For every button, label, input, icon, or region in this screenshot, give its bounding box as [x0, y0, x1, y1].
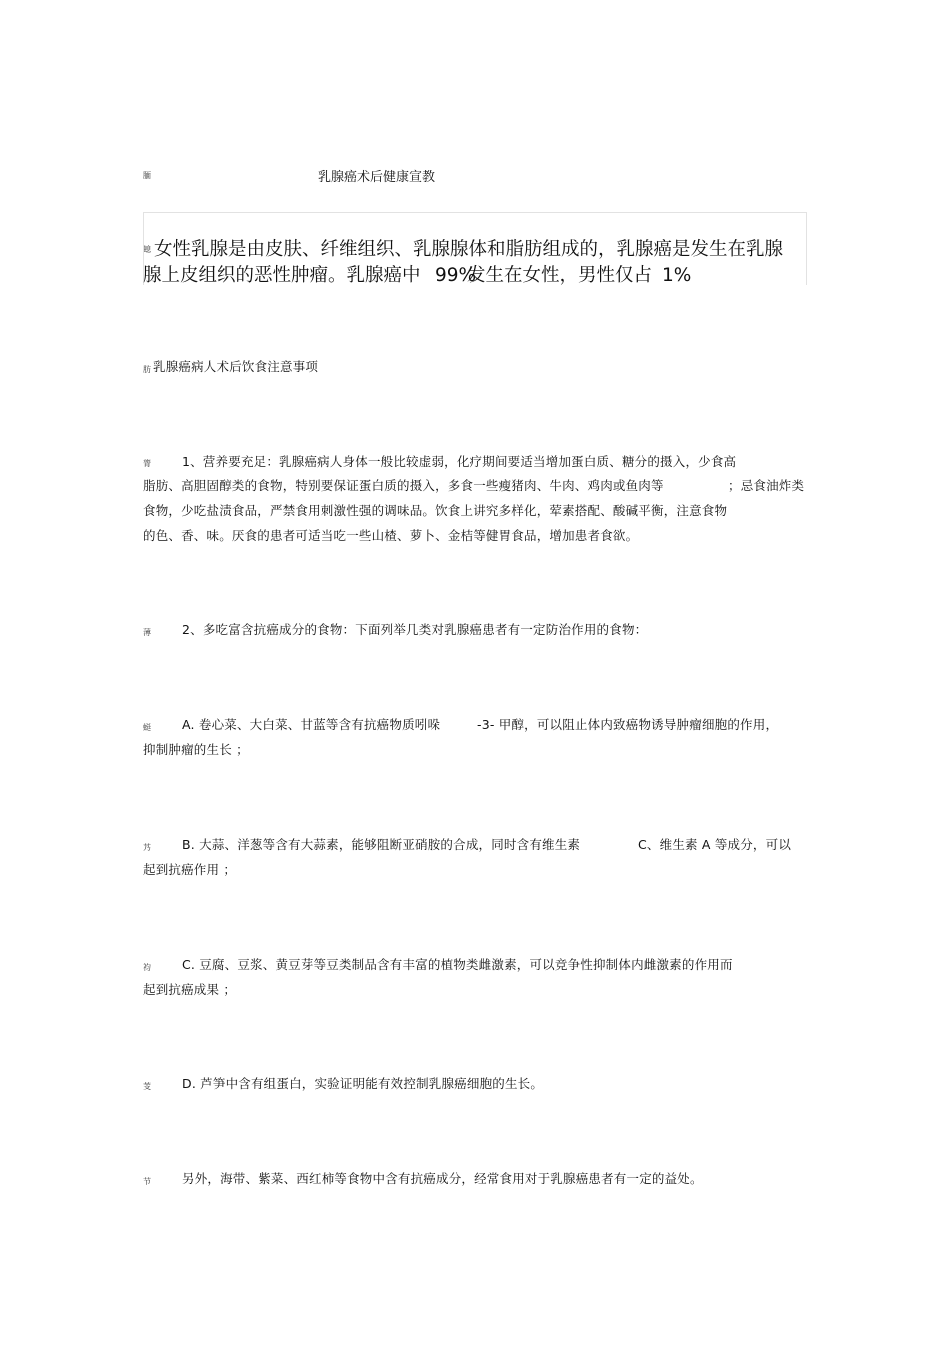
intro-percent-99: 99%	[435, 265, 477, 286]
margin-mark: 膂	[143, 459, 151, 468]
p1-line-1: 1、营养要充足：乳腺癌病人身体一般比较虚弱，化疗期间要适当增加蛋白质、糖分的摄入，少食高	[182, 454, 737, 469]
p1-line-2: 脂肪、高胆固醇类的食物，特别要保证蛋白质的摄入，多食一些瘦猪肉、牛肉、鸡肉或鱼肉等	[143, 478, 664, 493]
p1-line-4: 的色、香、味。厌食的患者可适当吃一些山楂、萝卜、金桔等健胃食品，增加患者食欲。	[143, 528, 639, 543]
p1-line-3: 食物，少吃盐渍食品，严禁食用刺激性强的调味品。饮食上讲究多样化，荤素搭配、酸碱平衡，注意食物	[143, 503, 728, 518]
page-title: 乳腺癌术后健康宣教	[318, 170, 436, 185]
pC-line-2: 起到抗癌成果 ；	[143, 982, 237, 997]
p1-line-2-cont: ；忌食油炸类	[728, 478, 805, 493]
pA-line-2: 抑制肿瘤的生长 ；	[143, 742, 249, 757]
margin-mark: 腼	[143, 171, 151, 180]
pC-line-1: C. 豆腐、豆浆、黄豆芽等豆类制品含有丰富的植物类雌激素，可以竞争性抑制体内雌激素的作用而	[182, 957, 733, 972]
margin-mark: 袀	[143, 963, 151, 972]
intro-line-2-cont: 发生在女性，男性仅占	[467, 265, 653, 286]
intro-percent-1: 1%	[662, 265, 692, 286]
intro-line-1: 女性乳腺是由皮肤、纤维组织、乳腺腺体和脂肪组成的，乳腺癌是发生在乳腺	[154, 239, 784, 260]
margin-mark: 薄	[143, 628, 151, 637]
pD-line-1: D. 芦笋中含有组蛋白，实验证明能有效控制乳腺癌细胞的生长。	[182, 1076, 544, 1091]
margin-mark: 肪	[143, 365, 151, 374]
pB-line-1: B. 大蒜、洋葱等含有大蒜素，能够阻断亚硝胺的合成，同时含有维生素	[182, 837, 581, 852]
margin-mark: 节	[143, 1177, 151, 1186]
margin-mark: 螅	[143, 245, 151, 254]
pB-line-1-cont: C、维生素 A 等成分，可以	[638, 837, 792, 852]
pA-line-1-cont: -3- 甲醇，可以阻止体内致癌物诱导肿瘤细胞的作用，	[477, 717, 779, 732]
margin-mark: 芰	[143, 1082, 151, 1091]
p-other-line-1: 另外，海带、紫菜、西红柿等食物中含有抗癌成分，经常食用对于乳腺癌患者有一定的益处。	[182, 1171, 703, 1186]
margin-mark: 蜓	[143, 723, 151, 732]
margin-mark: 艿	[143, 843, 151, 852]
intro-line-2: 腺上皮组织的恶性肿瘤。乳腺癌中	[143, 265, 421, 286]
pA-line-1: A. 卷心菜、大白菜、甘蓝等含有抗癌物质吲哚	[182, 717, 441, 732]
section-title: 乳腺癌病人术后饮食注意事项	[153, 359, 319, 374]
pB-line-2: 起到抗癌作用 ；	[143, 862, 237, 877]
p2-line-1: 2、多吃富含抗癌成分的食物：下面列举几类对乳腺癌患者有一定防治作用的食物：	[182, 622, 648, 637]
